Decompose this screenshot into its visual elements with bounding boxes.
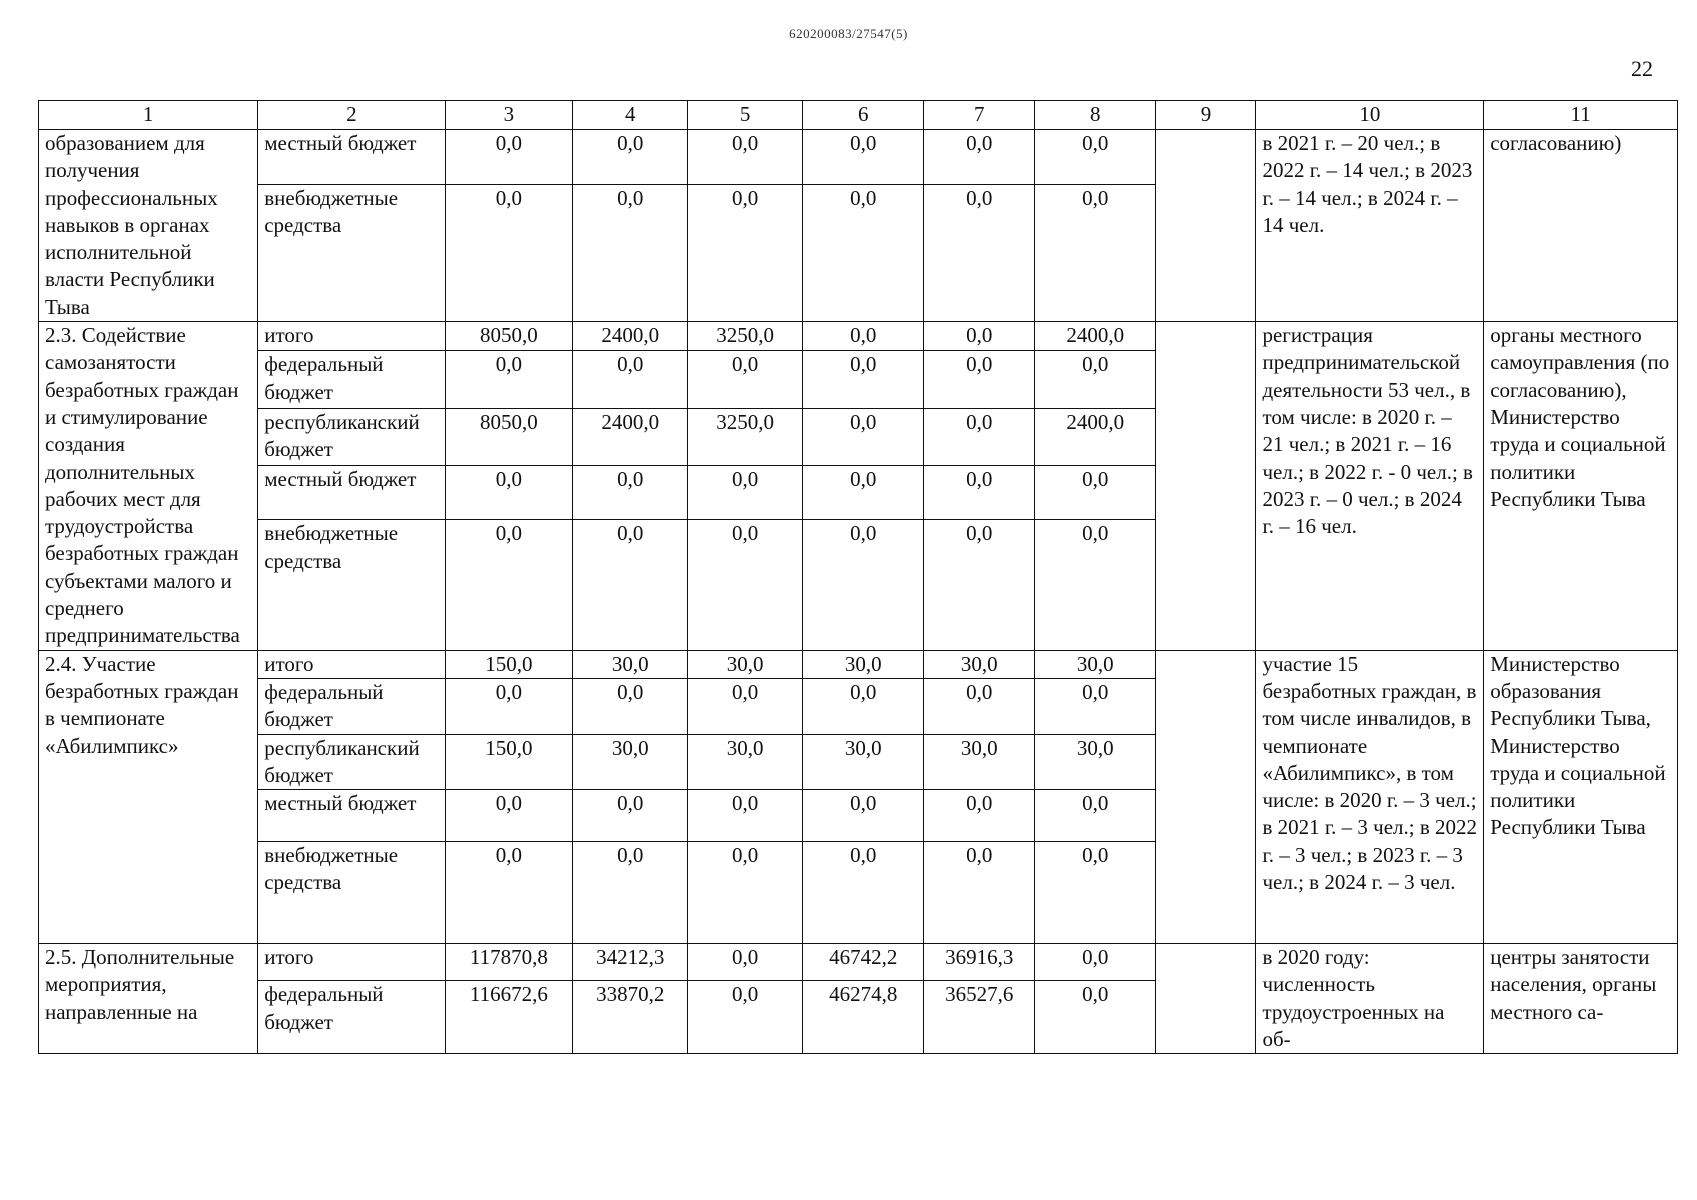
- funding-value: 0,0: [803, 678, 924, 734]
- funding-value: 0,0: [688, 184, 803, 321]
- funding-value: 0,0: [924, 520, 1035, 650]
- activity-name: 2.5. Дополнительные мероприятия, направленные на: [39, 944, 258, 1054]
- funding-value: 0,0: [688, 466, 803, 520]
- funding-value: 0,0: [573, 842, 688, 944]
- column-number: 3: [445, 101, 573, 130]
- funding-source: внебюджетные средства: [258, 842, 445, 944]
- funding-value: 116672,6: [445, 981, 573, 1054]
- funding-value: 0,0: [924, 466, 1035, 520]
- expected-result: в 2021 г. – 20 чел.; в 2022 г. – 14 чел.; в 2023 г. – 14 чел.; в 2024 г. – 14 чел.: [1256, 130, 1484, 322]
- funding-value: 30,0: [924, 650, 1035, 678]
- funding-value: 8050,0: [445, 322, 573, 351]
- funding-value: 2400,0: [1035, 322, 1156, 351]
- funding-value: 30,0: [1035, 734, 1156, 790]
- funding-value: 0,0: [924, 184, 1035, 321]
- funding-value: 0,0: [445, 790, 573, 842]
- column-number: 2: [258, 101, 445, 130]
- funding-value: 36916,3: [924, 944, 1035, 981]
- funding-value: 0,0: [445, 184, 573, 321]
- funding-value: 0,0: [1035, 130, 1156, 185]
- funding-value: 0,0: [445, 351, 573, 409]
- activity-name: 2.4. Участие безработных граждан в чемпионате «Абилимпикс»: [39, 650, 258, 943]
- funding-value: 2400,0: [573, 408, 688, 466]
- funding-value: 0,0: [803, 842, 924, 944]
- column-number: 6: [803, 101, 924, 130]
- funding-value: 0,0: [1035, 842, 1156, 944]
- table-row: [39, 322, 1678, 351]
- funding-value: 33870,2: [573, 981, 688, 1054]
- table-row: [39, 650, 1678, 678]
- expected-result: участие 15 безработных граждан, в том числе инвалидов, в чемпионате «Абилимпикс», в том числе: в 2020 г. – 3 чел.; в 2021 г. – 3 чел.; в 2022 г. – 3 чел.; в 2023 г. – 3 чел.; в 2024 г. – 3 чел.: [1256, 650, 1484, 943]
- funding-value: 0,0: [445, 520, 573, 650]
- funding-value: 0,0: [924, 408, 1035, 466]
- funding-value: 0,0: [688, 842, 803, 944]
- funding-value: 0,0: [573, 130, 688, 185]
- funding-value: 117870,8: [445, 944, 573, 981]
- funding-value: 0,0: [445, 466, 573, 520]
- funding-value: 0,0: [803, 351, 924, 409]
- funding-source: федеральный бюджет: [258, 981, 445, 1054]
- funding-source: федеральный бюджет: [258, 678, 445, 734]
- funding-value: 0,0: [803, 130, 924, 185]
- funding-value: 8050,0: [445, 408, 573, 466]
- funding-value: 0,0: [445, 130, 573, 185]
- funding-value: 0,0: [573, 184, 688, 321]
- funding-value: 0,0: [803, 520, 924, 650]
- funding-value: 0,0: [924, 790, 1035, 842]
- funding-value: 0,0: [1035, 351, 1156, 409]
- program-activities-table: [38, 100, 1678, 1054]
- expected-result: в 2020 году: численность трудоустроенных на об-: [1256, 944, 1484, 1054]
- funding-value: 0,0: [573, 790, 688, 842]
- funding-value: 0,0: [803, 466, 924, 520]
- funding-value: 0,0: [445, 678, 573, 734]
- funding-value: 0,0: [573, 520, 688, 650]
- column-number-row: [39, 101, 1678, 130]
- column-number: 8: [1035, 101, 1156, 130]
- funding-value: 0,0: [688, 944, 803, 981]
- funding-value: 0,0: [803, 184, 924, 321]
- funding-value: 0,0: [1035, 944, 1156, 981]
- funding-value: 0,0: [1035, 790, 1156, 842]
- funding-value: 30,0: [688, 734, 803, 790]
- funding-value: 0,0: [924, 130, 1035, 185]
- expected-result: регистрация предпринимательской деятельности 53 чел., в том числе: в 2020 г. – 21 чел.; в 2021 г. – 16 чел.; в 2022 г. - 0 чел.; в 2023 г. – 0 чел.; в 2024 г. – 16 чел.: [1256, 322, 1484, 651]
- funding-value: 0,0: [688, 981, 803, 1054]
- funding-value: 0,0: [573, 678, 688, 734]
- activity-name: образованием для получения профессиональных навыков в органах исполнительной власти Республики Тыва: [39, 130, 258, 322]
- funding-value: 30,0: [688, 650, 803, 678]
- funding-value: 2400,0: [573, 322, 688, 351]
- funding-value: 0,0: [1035, 184, 1156, 321]
- funding-source: внебюджетные средства: [258, 520, 445, 650]
- funding-value: 150,0: [445, 650, 573, 678]
- funding-value: 0,0: [803, 408, 924, 466]
- column-9-cell: [1156, 944, 1256, 1054]
- funding-value: 0,0: [573, 466, 688, 520]
- column-number: 4: [573, 101, 688, 130]
- funding-value: 0,0: [803, 790, 924, 842]
- table-row: [39, 130, 1678, 185]
- funding-value: 0,0: [688, 130, 803, 185]
- funding-value: 36527,6: [924, 981, 1035, 1054]
- column-number: 11: [1484, 101, 1678, 130]
- funding-source: местный бюджет: [258, 130, 445, 185]
- funding-value: 3250,0: [688, 322, 803, 351]
- funding-value: 46742,2: [803, 944, 924, 981]
- funding-source: итого: [258, 944, 445, 981]
- funding-value: 0,0: [573, 351, 688, 409]
- funding-value: 2400,0: [1035, 408, 1156, 466]
- funding-value: 0,0: [688, 790, 803, 842]
- funding-source: внебюджетные средства: [258, 184, 445, 321]
- funding-value: 46274,8: [803, 981, 924, 1054]
- column-number: 1: [39, 101, 258, 130]
- column-9-cell: [1156, 650, 1256, 943]
- funding-value: 0,0: [688, 678, 803, 734]
- table-row: [39, 944, 1678, 981]
- funding-value: 30,0: [1035, 650, 1156, 678]
- funding-value: 0,0: [924, 678, 1035, 734]
- funding-value: 150,0: [445, 734, 573, 790]
- funding-source: республиканский бюджет: [258, 734, 445, 790]
- funding-value: 0,0: [924, 351, 1035, 409]
- funding-value: 0,0: [1035, 981, 1156, 1054]
- funding-value: 0,0: [1035, 466, 1156, 520]
- executor: органы местного самоуправления (по согласованию), Министерство труда и социальной политики Республики Тыва: [1484, 322, 1678, 651]
- funding-value: 34212,3: [573, 944, 688, 981]
- funding-source: республиканский бюджет: [258, 408, 445, 466]
- funding-value: 0,0: [688, 520, 803, 650]
- funding-value: 0,0: [924, 322, 1035, 351]
- column-number: 9: [1156, 101, 1256, 130]
- column-9-cell: [1156, 130, 1256, 322]
- funding-value: 30,0: [924, 734, 1035, 790]
- funding-value: 30,0: [573, 734, 688, 790]
- column-number: 5: [688, 101, 803, 130]
- executor: центры занятости населения, органы местного са-: [1484, 944, 1678, 1054]
- funding-value: 0,0: [1035, 678, 1156, 734]
- funding-source: итого: [258, 322, 445, 351]
- funding-source: итого: [258, 650, 445, 678]
- executor: Министерство образования Республики Тыва, Министерство труда и социальной политики Республики Тыва: [1484, 650, 1678, 943]
- funding-value: 0,0: [688, 351, 803, 409]
- activity-name: 2.3. Содействие самозанятости безработных граждан и стимулирование создания дополнительных рабочих мест для трудоустройства безработных граждан субъектами малого и среднего предпринимательства: [39, 322, 258, 651]
- funding-value: 30,0: [803, 650, 924, 678]
- funding-source: федеральный бюджет: [258, 351, 445, 409]
- funding-value: 0,0: [1035, 520, 1156, 650]
- funding-source: местный бюджет: [258, 790, 445, 842]
- funding-value: 0,0: [924, 842, 1035, 944]
- funding-value: 30,0: [803, 734, 924, 790]
- funding-value: 3250,0: [688, 408, 803, 466]
- funding-value: 0,0: [445, 842, 573, 944]
- column-9-cell: [1156, 322, 1256, 651]
- column-number: 7: [924, 101, 1035, 130]
- funding-value: 0,0: [803, 322, 924, 351]
- column-number: 10: [1256, 101, 1484, 130]
- executor: согласованию): [1484, 130, 1678, 322]
- document-code: 620200083/27547(5): [789, 26, 908, 41]
- funding-source: местный бюджет: [258, 466, 445, 520]
- page-number: 22: [1631, 56, 1653, 81]
- funding-value: 30,0: [573, 650, 688, 678]
